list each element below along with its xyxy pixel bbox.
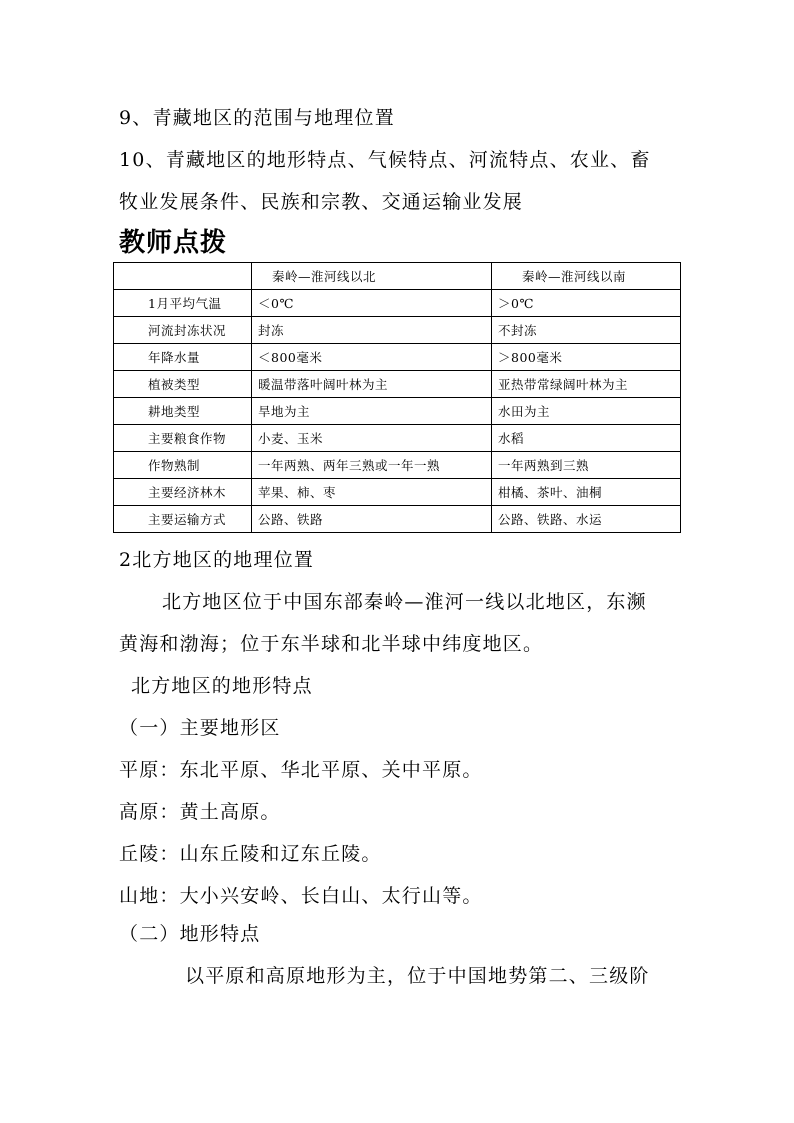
table-cell: 苹果、柿、枣 [252,479,492,506]
table-row [114,371,681,398]
table-row [114,425,681,452]
table-cell: 主要运输方式 [114,506,252,533]
table-row [114,506,681,533]
subheading-location: 2北方地区的地理位置 [119,549,315,571]
table-cell: 公路、铁路、水运 [492,506,681,533]
table-cell: 水稻 [492,425,681,452]
part-1-heading: （一）主要地形区 [119,717,281,739]
table-cell: 主要粮食作物 [114,425,252,452]
item-10-line-1: 10、青藏地区的地形特点、气候特点、河流特点、农业、畜 [119,149,651,171]
table-cell: 公路、铁路 [252,506,492,533]
table-cell: 暖温带落叶阔叶林为主 [252,371,492,398]
plateau-line: 高原：黄土高原。 [119,801,281,823]
table-cell: 植被类型 [114,371,252,398]
table-cell: 主要经济林木 [114,479,252,506]
paragraph-location-line-2: 黄海和渤海；位于东半球和北半球中纬度地区。 [119,633,544,655]
table-cell: ＜0℃ [252,290,492,317]
table-cell: 水田为主 [492,398,681,425]
table-row [114,452,681,479]
table-cell: 一年两熟到三熟 [492,452,681,479]
table-cell: 一年两熟、两年三熟或一年一熟 [252,452,492,479]
table-cell: 小麦、玉米 [252,425,492,452]
table-cell: 作物熟制 [114,452,252,479]
part-2-heading: （二）地形特点 [119,923,261,945]
table-cell: 耕地类型 [114,398,252,425]
comparison-table [113,262,681,533]
table-header-row [114,263,681,290]
table-row [114,290,681,317]
terrain-title: 北方地区的地形特点 [131,675,313,697]
table-cell: 柑橘、茶叶、油桐 [492,479,681,506]
item-9: 9、青藏地区的范围与地理位置 [119,107,395,129]
table-cell: 不封冻 [492,317,681,344]
table-row [114,317,681,344]
table-row [114,344,681,371]
section-title: 教师点拨 [119,228,228,258]
header-cell: 秦岭—淮河线以南 [492,263,681,290]
table-row [114,398,681,425]
table-cell: 封冻 [252,317,492,344]
table-cell: ＞800毫米 [492,344,681,371]
table-cell: 年降水量 [114,344,252,371]
paragraph-terrain-line-1: 以平原和高原地形为主，位于中国地势第二、三级阶 [185,965,650,987]
paragraph-location-line-1: 北方地区位于中国东部秦岭—淮河一线以北地区，东濒 [162,591,647,613]
hills-line: 丘陵：山东丘陵和辽东丘陵。 [119,843,382,865]
table-cell: 河流封冻状况 [114,317,252,344]
plain-line: 平原：东北平原、华北平原、关中平原。 [119,759,483,781]
table-row [114,479,681,506]
table-cell: 旱地为主 [252,398,492,425]
item-10-line-2: 牧业发展条件、民族和宗教、交通运输业发展 [119,191,524,213]
table-cell: 亚热带常绿阔叶林为主 [492,371,681,398]
table-cell: ＞0℃ [492,290,681,317]
table-cell: 1月平均气温 [114,290,252,317]
table-cell: ＜800毫米 [252,344,492,371]
mountains-line: 山地：大小兴安岭、长白山、太行山等。 [119,885,483,907]
header-cell [114,263,252,290]
header-cell: 秦岭—淮河线以北 [252,263,492,290]
